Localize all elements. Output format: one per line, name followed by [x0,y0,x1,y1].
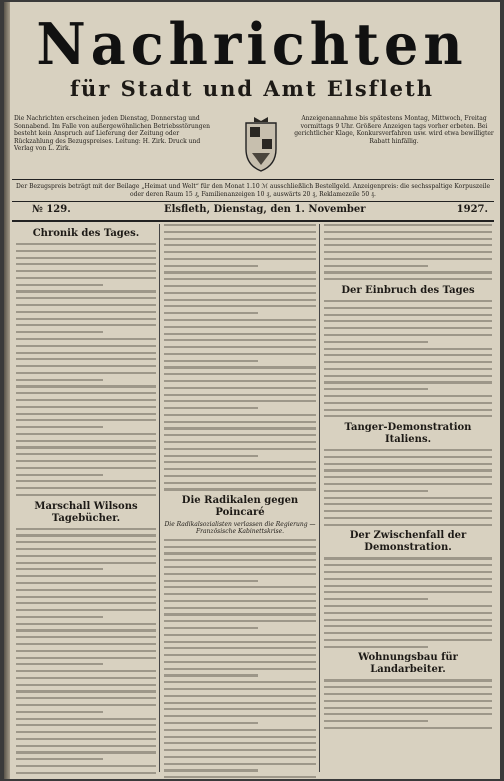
text-line [324,591,492,593]
text-line [164,749,316,751]
publication-notice: Die Nachrichten erscheinen jeden Dienstag, Donnerstag und Sonnabend. Im Falle von außergewöhnlichen Betriebsstörungen besteht kein Anspruch auf Lieferung der Zeitung oder Rückzahlung des Bezugspreises. Leitung: H. Zirk. Druck und Verlag von L. Zirk. [14,115,211,153]
text-line [16,297,156,299]
text-line [16,724,156,726]
text-line [164,387,316,389]
text-line [324,679,492,681]
text-line [324,300,492,302]
text-line [16,751,156,753]
text-line [16,690,156,692]
issue-date: Elsfleth, Dienstag, den 1. November [164,204,366,215]
text-line [324,707,492,709]
text-line [324,238,492,240]
text-line [16,548,156,550]
text-line [164,380,316,382]
text-line [16,440,156,442]
text-line [164,756,316,758]
text-line [16,453,156,455]
text-line [164,668,316,670]
text-line [16,379,103,381]
text-line [16,528,156,530]
text-line [164,421,316,423]
text-line [16,596,156,598]
text-line [164,434,316,436]
text-line [324,497,492,499]
text-line [324,632,492,634]
text-line [164,468,316,470]
text-line [164,586,316,588]
text-line [16,399,156,401]
text-line [324,361,492,363]
text-line [16,589,156,591]
text-line [16,643,156,645]
text-line [16,711,103,713]
text-line [324,727,492,729]
text-line [16,534,156,536]
text-line [324,395,492,397]
text-line [164,647,316,649]
article-heading: Wohnungsbau für Landarbeiter. [358,652,458,676]
text-line [16,311,156,313]
text-line [164,769,258,771]
text-line [16,629,156,631]
text-line [164,251,316,253]
text-line [164,488,316,490]
text-line [164,715,316,717]
text-line [16,406,156,408]
text-line [324,265,428,267]
article-heading: Die Radikalen gegen Poincaré [181,495,299,519]
text-line [324,354,492,356]
column-3 [324,224,492,734]
text-line [324,375,492,377]
text-line [324,510,492,512]
text-line [164,461,316,463]
text-line [164,729,316,731]
article-heading: Chronik des Tages. [32,228,140,239]
text-line [164,346,316,348]
text-line [16,467,156,469]
text-line [16,372,156,374]
text-line [324,278,492,280]
text-line [164,674,258,676]
article-heading: Tanger-Demonstration Italiens. [344,422,472,446]
text-line [164,238,316,240]
text-line [324,224,492,226]
text-line [324,334,492,336]
text-line [164,600,316,602]
text-line [164,634,316,636]
text-line [16,385,156,387]
text-line [324,700,492,702]
text-line [164,593,316,595]
text-line [16,568,103,570]
text-line [16,541,156,543]
newspaper-page [4,2,500,779]
advertising-notice: Anzeigenannahme bis spätestens Montag, Mittwoch, Freitag vormittags 9 Uhr. Größere Anzeigen tags vorher erbeten. Bei gerichtlicher Klage, Konkursverfahren usw. wird etwa bewilligter Rabatt hinfällig. [294,115,494,145]
text-line [16,290,156,292]
text-line [16,677,156,679]
text-line [324,469,492,471]
text-line [16,718,156,720]
article-heading: Der Einbruch des Tages [341,285,475,297]
text-line [164,394,316,396]
text-line [324,251,492,253]
text-line [164,695,316,697]
text-line [164,353,316,355]
text-line [164,292,316,294]
text-line [16,562,156,564]
text-line [16,419,156,421]
text-line [324,368,492,370]
text-line [16,331,103,333]
text-line [324,231,492,233]
text-line [324,578,492,580]
newspaper-title: Nachrichten [36,10,468,78]
article-heading: Marschall Wilsons Tagebücher. [34,500,138,524]
text-line [164,319,316,321]
text-line [16,670,156,672]
text-line [16,263,156,265]
text-line [164,573,316,575]
column-rule-2 [319,224,320,772]
text-line [16,433,156,435]
text-line [164,285,316,287]
article-text-block [324,679,492,729]
text-line [16,474,103,476]
column-2 [164,224,316,779]
text-line [16,426,103,428]
text-line [324,348,492,350]
text-line [324,713,492,715]
page-spine [4,2,10,779]
text-line [16,623,156,625]
text-line [164,661,316,663]
text-line [324,564,492,566]
text-line [324,476,492,478]
text-line [16,494,156,496]
newspaper-subtitle: für Stadt und Amt Elsfleth [69,76,435,101]
text-line [164,414,316,416]
text-line [164,681,316,683]
text-line [16,704,156,706]
text-line [164,360,258,362]
text-line [16,277,156,279]
text-line [164,448,316,450]
text-line [16,609,156,611]
text-line [324,402,492,404]
text-line [324,381,492,383]
text-line [164,620,316,622]
coat-of-arms-icon [242,115,280,173]
text-line [16,582,156,584]
column-1 [16,224,156,779]
text-line [16,738,156,740]
text-line [324,720,428,722]
text-line [324,388,428,390]
text-line [164,265,258,267]
text-line [164,654,316,656]
text-line [16,460,156,462]
text-line [16,636,156,638]
text-line [164,258,316,260]
text-line [164,312,258,314]
article-heading: Der Zwischenfall der Demonstration. [349,530,467,554]
text-line [164,627,258,629]
text-line [164,580,258,582]
text-line [164,427,316,429]
text-line [324,585,492,587]
text-line [16,575,156,577]
text-line [324,598,428,600]
text-line [324,605,492,607]
text-line [164,244,316,246]
text-line [324,571,492,573]
article-text-block [324,557,492,647]
text-line [16,270,156,272]
text-line [324,524,492,526]
text-line [164,271,316,273]
article-text-block [164,224,316,491]
text-line [324,490,428,492]
article-text-block [16,243,156,496]
text-line [164,702,316,704]
text-line [324,320,492,322]
text-line [16,772,156,774]
text-line [16,555,156,557]
text-line [164,607,316,609]
text-line [16,657,156,659]
text-line [324,271,492,273]
text-line [164,559,316,561]
text-line [16,480,156,482]
text-line [164,688,316,690]
text-line [324,619,492,621]
text-line [324,463,492,465]
text-line [324,612,492,614]
text-line [164,613,316,615]
text-line [16,663,103,665]
text-line [16,345,156,347]
text-line [324,327,492,329]
text-line [324,625,492,627]
text-line [16,413,156,415]
text-line [164,407,258,409]
text-line [16,616,103,618]
text-line [16,731,156,733]
text-line [164,373,316,375]
dateline [14,204,492,218]
text-line [164,742,316,744]
text-line [164,708,316,710]
issue-year: 1927. [456,204,488,215]
masthead [18,10,486,104]
text-line [16,392,156,394]
text-line [164,400,316,402]
article-subheading: Die Radikalsozialisten verlassen die Regierung — Französische Kabinettskrise. [164,521,316,536]
text-line [324,341,428,343]
text-line [16,745,156,747]
text-line [164,278,316,280]
text-line [164,326,316,328]
text-line [16,324,156,326]
text-line [324,639,492,641]
text-line [324,483,492,485]
text-line [164,722,258,724]
text-line [324,307,492,309]
rule-top [12,179,494,180]
text-line [164,366,316,368]
text-line [16,250,156,252]
text-line [324,693,492,695]
text-line [164,763,316,765]
text-line [164,736,316,738]
text-line [164,441,316,443]
text-line [16,257,156,259]
text-line [164,224,316,226]
column-rule-1 [159,224,160,772]
text-line [324,646,428,648]
text-line [16,765,156,767]
text-line [164,546,316,548]
text-line [16,758,103,760]
text-line [324,517,492,519]
text-line [16,358,156,360]
text-line [16,697,156,699]
text-line [16,602,156,604]
text-line [324,244,492,246]
text-line [164,475,316,477]
text-line [164,455,258,457]
text-line [164,339,316,341]
text-line [164,552,316,554]
text-line [324,503,492,505]
text-line [16,487,156,489]
text-line [164,539,316,541]
text-line [164,641,316,643]
text-line [16,243,156,245]
text-line [324,456,492,458]
article-text-block [324,449,492,526]
text-line [324,449,492,451]
text-line [164,776,316,778]
text-line [16,304,156,306]
article-text-block [16,528,156,779]
text-line [324,686,492,688]
text-line [324,258,492,260]
rule-mid [12,201,494,202]
text-line [164,333,316,335]
text-line [164,482,316,484]
text-line [16,446,156,448]
text-line [16,318,156,320]
text-line [16,650,156,652]
text-line [324,409,492,411]
article-text-block [324,224,492,280]
rule-bottom [12,220,494,222]
issue-number: № 129. [32,204,71,215]
text-line [164,305,316,307]
subscription-terms: Der Bezugspreis beträgt mit der Beilage „Heimat und Welt“ für den Monat 1.10 ℳ ausschließlich Bestellgeld. Anzeigenpreis: die sechsspaltige Korpuszeile oder deren Raum 15 ₰, Familienanzeigen 10 ₰, auswärts 20 ₰, Reklamezeile 50 ₰. [15,183,491,198]
text-line [164,566,316,568]
text-line [324,314,492,316]
text-line [16,284,103,286]
text-line [16,338,156,340]
text-line [324,557,492,559]
article-text-block [324,300,492,417]
text-line [16,684,156,686]
text-line [324,415,492,417]
text-line [164,231,316,233]
text-line [164,299,316,301]
article-text-block [164,539,316,778]
publication-info-row [14,115,494,177]
text-line [16,352,156,354]
text-line [16,365,156,367]
